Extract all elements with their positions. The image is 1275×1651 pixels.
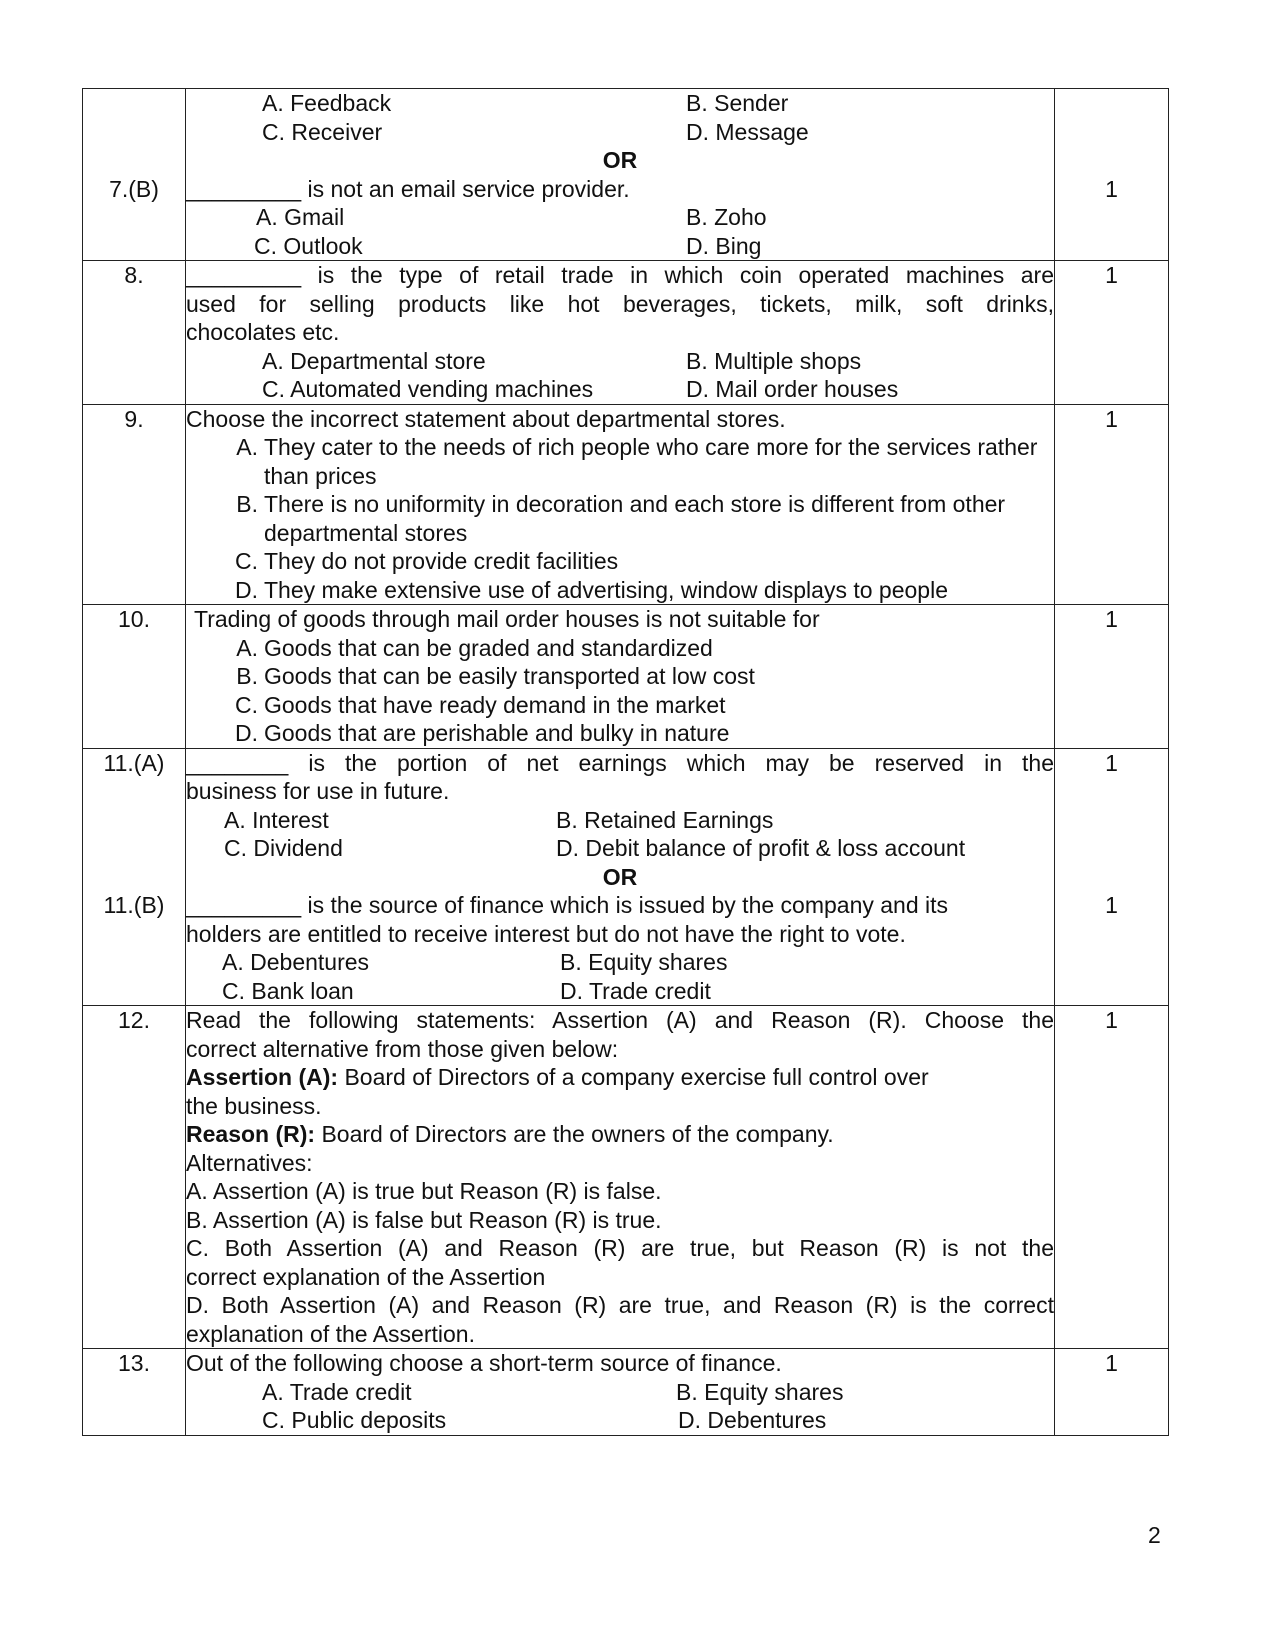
question-body xyxy=(186,89,1055,261)
option: C. Public deposits xyxy=(262,1407,447,1433)
option: A. Debentures xyxy=(222,949,370,975)
question-body xyxy=(186,1349,1055,1436)
option: C. Receiver xyxy=(262,118,383,145)
option-line xyxy=(186,806,1054,835)
question-row-8 xyxy=(83,261,1169,405)
assertion-label: Assertion (A): xyxy=(186,1064,339,1090)
option: B. Multiple shops xyxy=(686,347,862,374)
option-line xyxy=(186,232,1054,261)
question-table xyxy=(82,88,1169,1436)
question-number-cell xyxy=(83,1006,186,1349)
or-separator: OR xyxy=(602,147,638,173)
option-line xyxy=(186,89,1054,118)
option-list xyxy=(186,634,1054,748)
reason-line xyxy=(186,1120,1054,1149)
question-row-13 xyxy=(83,1349,1169,1436)
marks-cell xyxy=(1055,605,1169,749)
option-line xyxy=(186,347,1054,376)
question-stem: chocolates etc. xyxy=(186,319,340,345)
or-separator: OR xyxy=(602,863,638,890)
list-item: B. There is no uniformity in decoration and each store is different from other departmental stores xyxy=(236,491,1006,546)
marks-value: 1 xyxy=(1105,1007,1118,1033)
question-number: 11.(A) xyxy=(103,749,165,776)
option: B. Equity shares xyxy=(676,1378,844,1405)
list-item: B. Goods that can be easily transported at low cost xyxy=(236,663,755,689)
alternatives-heading: Alternatives: xyxy=(186,1149,313,1176)
marks-value: 1 xyxy=(1105,892,1118,918)
question-stem: _________ is the source of finance which is issued by the company and its xyxy=(186,892,949,918)
option-list xyxy=(186,433,1054,604)
question-number-cell xyxy=(83,261,186,405)
question-number: 13. xyxy=(118,1350,150,1376)
question-stem: _________ is not an email service provider. xyxy=(186,175,630,202)
marks-cell xyxy=(1055,261,1169,405)
option: B. Zoho xyxy=(686,204,767,230)
option-line xyxy=(186,375,1054,404)
alternative: C. Both Assertion (A) and Reason (R) are true, but Reason (R) is not the xyxy=(186,1235,1054,1261)
option: A. Gmail xyxy=(256,204,345,230)
marks-value: 1 xyxy=(1105,606,1118,632)
question-stem: Trading of goods through mail order houses is not suitable for xyxy=(194,606,820,632)
question-body xyxy=(186,261,1055,405)
question-stem: _________ is the type of retail trade in which coin operated machines are xyxy=(186,262,1054,288)
list-item: D. Goods that are perishable and bulky in nature xyxy=(235,720,730,746)
option: D. Debentures xyxy=(678,1407,827,1433)
option-line xyxy=(186,118,1054,147)
option: C. Outlook xyxy=(254,232,363,259)
option: B. Retained Earnings xyxy=(556,806,774,833)
list-item: C. They do not provide credit facilities xyxy=(235,548,619,574)
option: D. Bing xyxy=(686,232,762,259)
alternative: D. Both Assertion (A) and Reason (R) are true, and Reason (R) is the correct xyxy=(186,1292,1054,1318)
marks-cell xyxy=(1055,1006,1169,1349)
question-number-cell xyxy=(83,89,186,261)
assertion-line xyxy=(186,1063,1054,1092)
question-stem: Out of the following choose a short-term source of finance. xyxy=(186,1350,782,1376)
question-number: 8. xyxy=(124,262,144,288)
question-body xyxy=(186,404,1055,605)
reason-text: Board of Directors are the owners of the company. xyxy=(315,1121,834,1147)
option: B. Sender xyxy=(686,90,789,116)
marks-cell xyxy=(1055,89,1169,261)
question-stem: used for selling products like hot beverages, tickets, milk, soft drinks, xyxy=(186,290,1054,317)
question-stem: business for use in future. xyxy=(186,778,450,804)
list-item: D. They make extensive use of advertising, window displays to people xyxy=(235,576,948,603)
option: D. Message xyxy=(686,118,809,145)
marks-value: 1 xyxy=(1105,405,1118,432)
question-body xyxy=(186,1006,1055,1349)
question-number: 12. xyxy=(118,1007,150,1033)
option: D. Trade credit xyxy=(560,977,711,1004)
alternative-continued: explanation of the Assertion. xyxy=(186,1320,475,1347)
alternative: B. Assertion (A) is false but Reason (R) is true. xyxy=(186,1206,662,1233)
assertion-text: Board of Directors of a company exercise full control over xyxy=(338,1064,929,1090)
question-stem: ________ is the portion of net earnings which may be reserved in the xyxy=(186,749,1054,776)
option: C. Automated vending machines xyxy=(262,376,594,402)
question-row-7 xyxy=(83,89,1169,261)
option-line xyxy=(186,977,1054,1006)
list-item: A. They cater to the needs of rich people who care more for the services rather than prices xyxy=(236,434,1038,489)
question-stem: correct alternative from those given below: xyxy=(186,1035,619,1062)
question-number-cell xyxy=(83,1349,186,1436)
question-row-11 xyxy=(83,748,1169,1006)
option: A. Departmental store xyxy=(262,347,486,374)
option-line xyxy=(186,834,1054,863)
option: A. Feedback xyxy=(262,90,392,116)
question-stem: Read the following statements: Assertion (A) and Reason (R). Choose the xyxy=(186,1007,1054,1033)
question-number-cell xyxy=(83,748,186,1006)
question-stem: Choose the incorrect statement about departmental stores. xyxy=(186,405,786,432)
list-item: A. Goods that can be graded and standardized xyxy=(236,634,713,661)
option-line xyxy=(186,1378,1054,1407)
marks-cell xyxy=(1055,748,1169,1006)
question-number: 10. xyxy=(118,606,150,632)
marks-value: 1 xyxy=(1105,1350,1118,1376)
page-number: 2 xyxy=(1148,1522,1161,1548)
question-row-10 xyxy=(83,605,1169,749)
question-body xyxy=(186,748,1055,1006)
question-number: 7.(B) xyxy=(109,175,159,202)
option: D. Mail order houses xyxy=(686,376,899,402)
option: A. Trade credit xyxy=(262,1378,412,1405)
reason-label: Reason (R): xyxy=(186,1121,316,1147)
question-number-cell xyxy=(83,605,186,749)
option: B. Equity shares xyxy=(560,949,728,975)
question-number-cell xyxy=(83,404,186,605)
option: D. Debit balance of profit & loss account xyxy=(556,835,966,861)
marks-value: 1 xyxy=(1105,262,1118,288)
question-body xyxy=(186,605,1055,749)
option-line xyxy=(186,948,1054,977)
list-item: C. Goods that have ready demand in the market xyxy=(235,691,726,718)
option: C. Bank loan xyxy=(222,977,354,1004)
question-number: 11.(B) xyxy=(103,892,165,918)
alternative: A. Assertion (A) is true but Reason (R) is false. xyxy=(186,1178,662,1204)
alternative-continued: correct explanation of the Assertion xyxy=(186,1263,546,1290)
marks-value: 1 xyxy=(1105,749,1118,776)
option: C. Dividend xyxy=(224,835,343,861)
question-row-9 xyxy=(83,404,1169,605)
assertion-continued: the business. xyxy=(186,1092,322,1119)
marks-cell xyxy=(1055,1349,1169,1436)
question-row-12 xyxy=(83,1006,1169,1349)
marks-value: 1 xyxy=(1105,175,1118,202)
question-stem: holders are entitled to receive interest but do not have the right to vote. xyxy=(186,920,906,947)
question-number: 9. xyxy=(124,405,144,432)
marks-cell xyxy=(1055,404,1169,605)
option: A. Interest xyxy=(224,806,329,833)
option-line xyxy=(186,1406,1054,1435)
option-line xyxy=(186,203,1054,232)
